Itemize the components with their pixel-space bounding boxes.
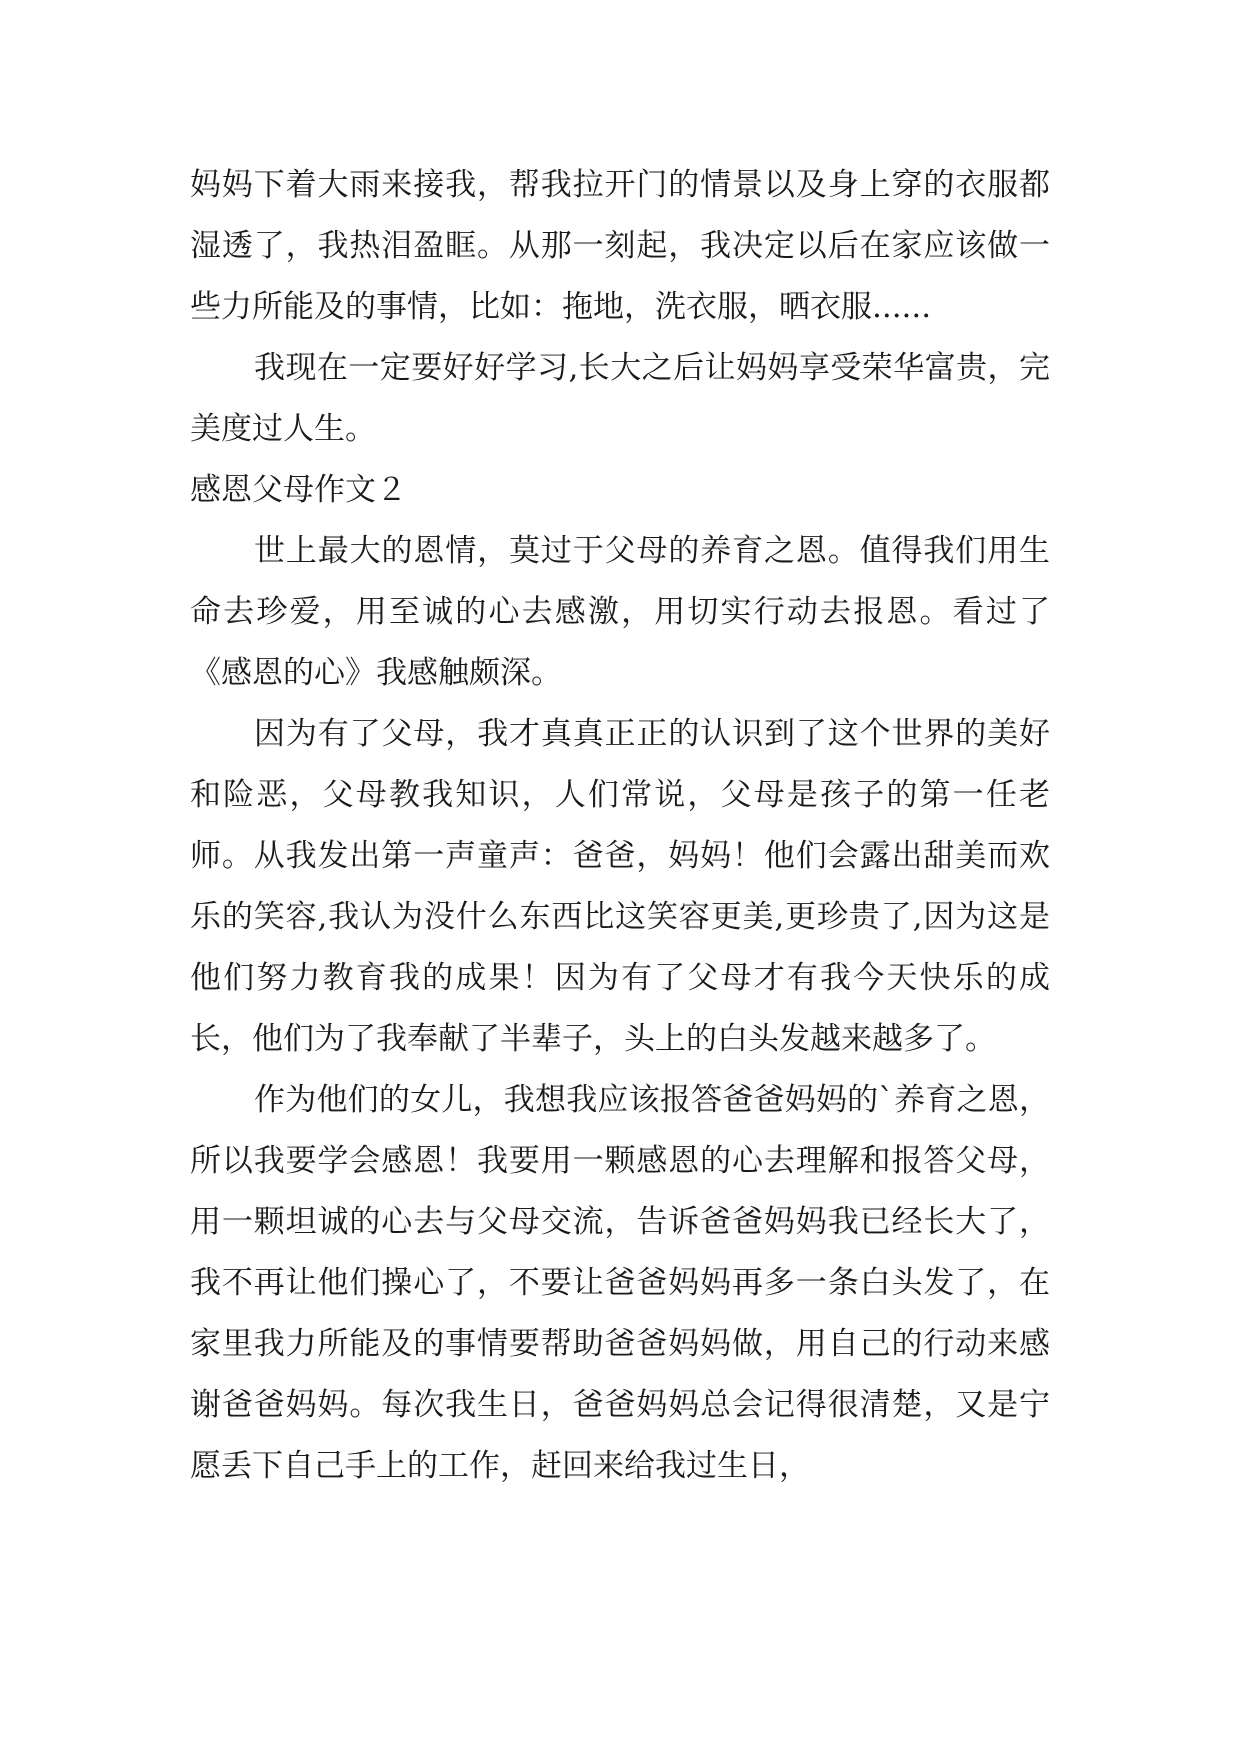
paragraph-study-hard: 我现在一定要好好学习,长大之后让妈妈享受荣华富贵，完美度过人生。 — [190, 350, 1050, 447]
document-body — [190, 155, 1050, 1497]
paragraph-greatest-kindness: 世上最大的恩情，莫过于父母的养育之恩。值得我们用生命去珍爱，用至诚的心去感激，用切实行动去报恩。看过了《感恩的心》我感触颇深。 — [190, 533, 1050, 691]
paragraph-because-of-parents: 因为有了父母，我才真真正正的认识到了这个世界的美好和险恶，父母教我知识，人们常说，父母是孩子的第一任老师。从我发出第一声童声：爸爸，妈妈！他们会露出甜美而欢乐的笑容,我认为没什么东西比这笑容更美,更珍贵了,因为这是他们努力教育我的成果！因为有了父母才有我今天快乐的成长，他们为了我奉献了半辈子，头上的白头发越来越多了。 — [190, 716, 1050, 1057]
paragraph-continuation: 妈妈下着大雨来接我，帮我拉开门的情景以及身上穿的衣服都湿透了，我热泪盈眶。从那一刻起，我决定以后在家应该做一些力所能及的事情，比如：拖地，洗衣服，晒衣服...... — [190, 167, 1050, 325]
essay-heading: 感恩父母作文２ — [190, 472, 407, 508]
paragraph-as-their-daughter: 作为他们的女儿，我想我应该报答爸爸妈妈的`养育之恩，所以我要学会感恩！我要用一颗感恩的心去理解和报答父母，用一颗坦诚的心去与父母交流，告诉爸爸妈妈我已经长大了，我不再让他们操心了，不要让爸爸妈妈再多一条白头发了，在家里我力所能及的事情要帮助爸爸妈妈做，用自己的行动来感谢爸爸妈妈。每次我生日，爸爸妈妈总会记得很清楚，又是宁愿丢下自己手上的工作，赶回来给我过生日， — [190, 1082, 1050, 1484]
